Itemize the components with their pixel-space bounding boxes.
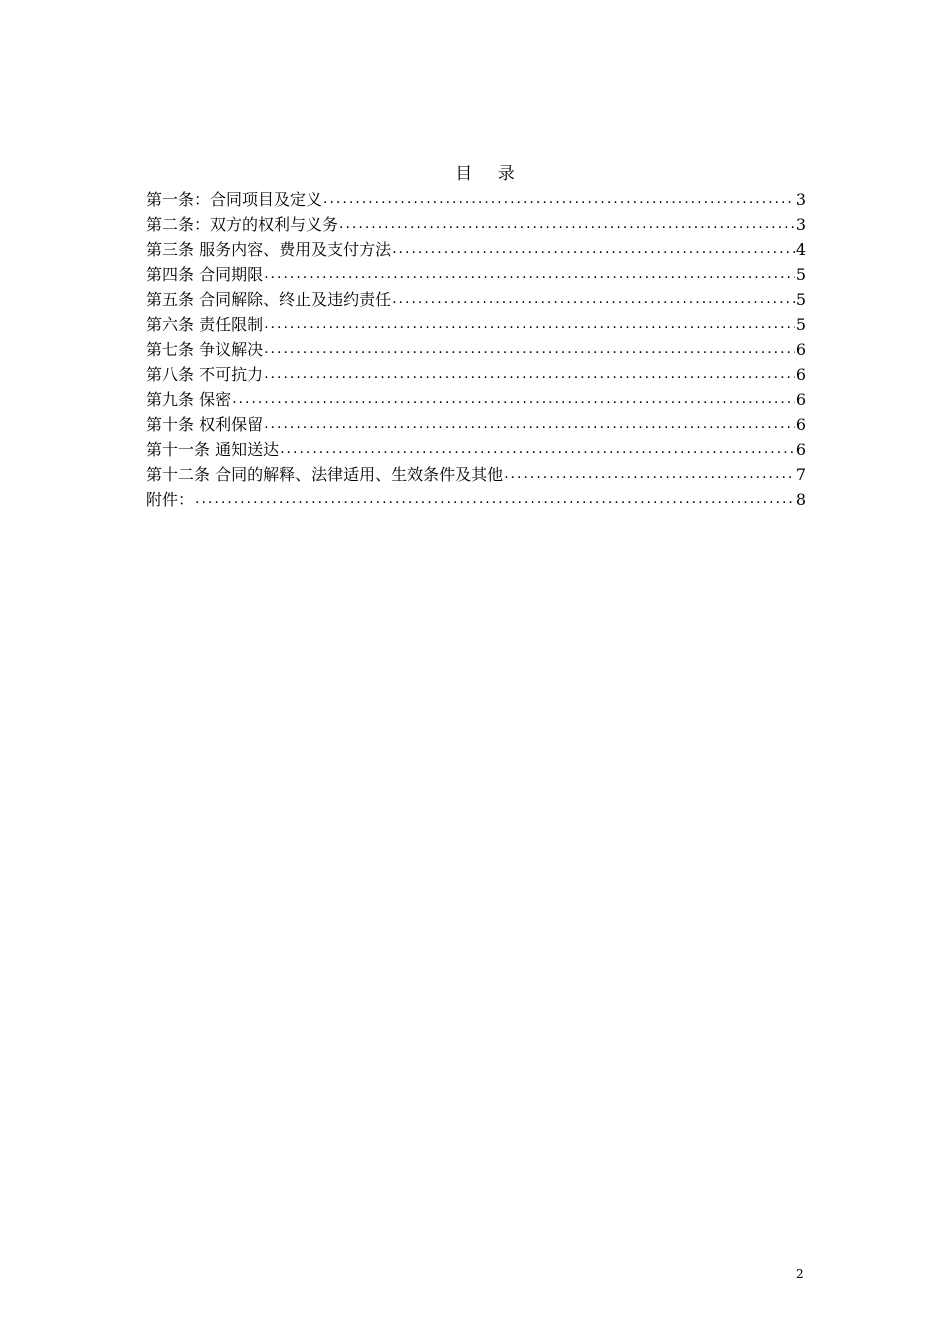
toc-entry-12[interactable] bbox=[146, 462, 806, 487]
toc-entry-page: 5 bbox=[795, 265, 806, 284]
toc-leader-dots bbox=[264, 362, 795, 387]
toc-leader-dots bbox=[392, 287, 795, 312]
toc-entry-page: 6 bbox=[795, 365, 806, 384]
toc-entry-page: 7 bbox=[795, 465, 806, 484]
toc-entry-label: 第五条 合同解除、终止及违约责任 bbox=[146, 290, 392, 309]
toc-entry-10[interactable] bbox=[146, 412, 806, 437]
toc-entry-5[interactable] bbox=[146, 287, 806, 312]
toc-leader-dots bbox=[264, 412, 795, 437]
toc-leader-dots bbox=[280, 437, 795, 462]
toc-entry-4[interactable] bbox=[146, 262, 806, 287]
page-number: 2 bbox=[796, 1267, 804, 1281]
toc-leader-dots bbox=[264, 312, 795, 337]
toc-leader-dots bbox=[392, 237, 795, 262]
toc-entry-1[interactable] bbox=[146, 187, 806, 212]
toc-entry-page: 3 bbox=[795, 215, 806, 234]
toc-entry-label: 第十二条 合同的解释、法律适用、生效条件及其他 bbox=[146, 465, 504, 484]
toc-entry-7[interactable] bbox=[146, 337, 806, 362]
toc-entry-page: 4 bbox=[795, 240, 806, 259]
toc-leader-dots bbox=[339, 212, 795, 237]
toc-leader-dots bbox=[504, 462, 795, 487]
toc-entry-label: 第八条 不可抗力 bbox=[146, 365, 264, 384]
toc-entry-label: 第九条 保密 bbox=[146, 390, 232, 409]
toc-leader-dots bbox=[195, 487, 795, 512]
toc-leader-dots bbox=[232, 387, 795, 412]
toc-entry-13[interactable] bbox=[146, 487, 806, 512]
toc-entry-page: 6 bbox=[795, 440, 806, 459]
toc-entry-2[interactable] bbox=[146, 212, 806, 237]
toc-entry-label: 第一条：合同项目及定义 bbox=[146, 190, 323, 209]
toc-entry-6[interactable] bbox=[146, 312, 806, 337]
toc-entry-label: 第十条 权利保留 bbox=[146, 415, 264, 434]
toc-entry-page: 8 bbox=[795, 490, 806, 509]
table-of-contents bbox=[146, 187, 806, 512]
toc-entry-label: 附件： bbox=[146, 490, 195, 509]
toc-title: 目 录 bbox=[455, 164, 525, 184]
toc-entry-label: 第十一条 通知送达 bbox=[146, 440, 280, 459]
toc-entry-page: 5 bbox=[795, 290, 806, 309]
toc-entry-3[interactable] bbox=[146, 237, 806, 262]
toc-entry-page: 6 bbox=[795, 390, 806, 409]
toc-entry-page: 6 bbox=[795, 415, 806, 434]
toc-entry-label: 第三条 服务内容、费用及支付方法 bbox=[146, 240, 392, 259]
toc-entry-8[interactable] bbox=[146, 362, 806, 387]
toc-entry-page: 5 bbox=[795, 315, 806, 334]
toc-entry-11[interactable] bbox=[146, 437, 806, 462]
toc-leader-dots bbox=[323, 187, 795, 212]
toc-entry-label: 第六条 责任限制 bbox=[146, 315, 264, 334]
toc-leader-dots bbox=[264, 262, 795, 287]
toc-entry-label: 第七条 争议解决 bbox=[146, 340, 264, 359]
toc-leader-dots bbox=[264, 337, 795, 362]
toc-entry-label: 第四条 合同期限 bbox=[146, 265, 264, 284]
toc-entry-page: 3 bbox=[795, 190, 806, 209]
toc-entry-page: 6 bbox=[795, 340, 806, 359]
toc-entry-9[interactable] bbox=[146, 387, 806, 412]
toc-entry-label: 第二条：双方的权利与义务 bbox=[146, 215, 339, 234]
